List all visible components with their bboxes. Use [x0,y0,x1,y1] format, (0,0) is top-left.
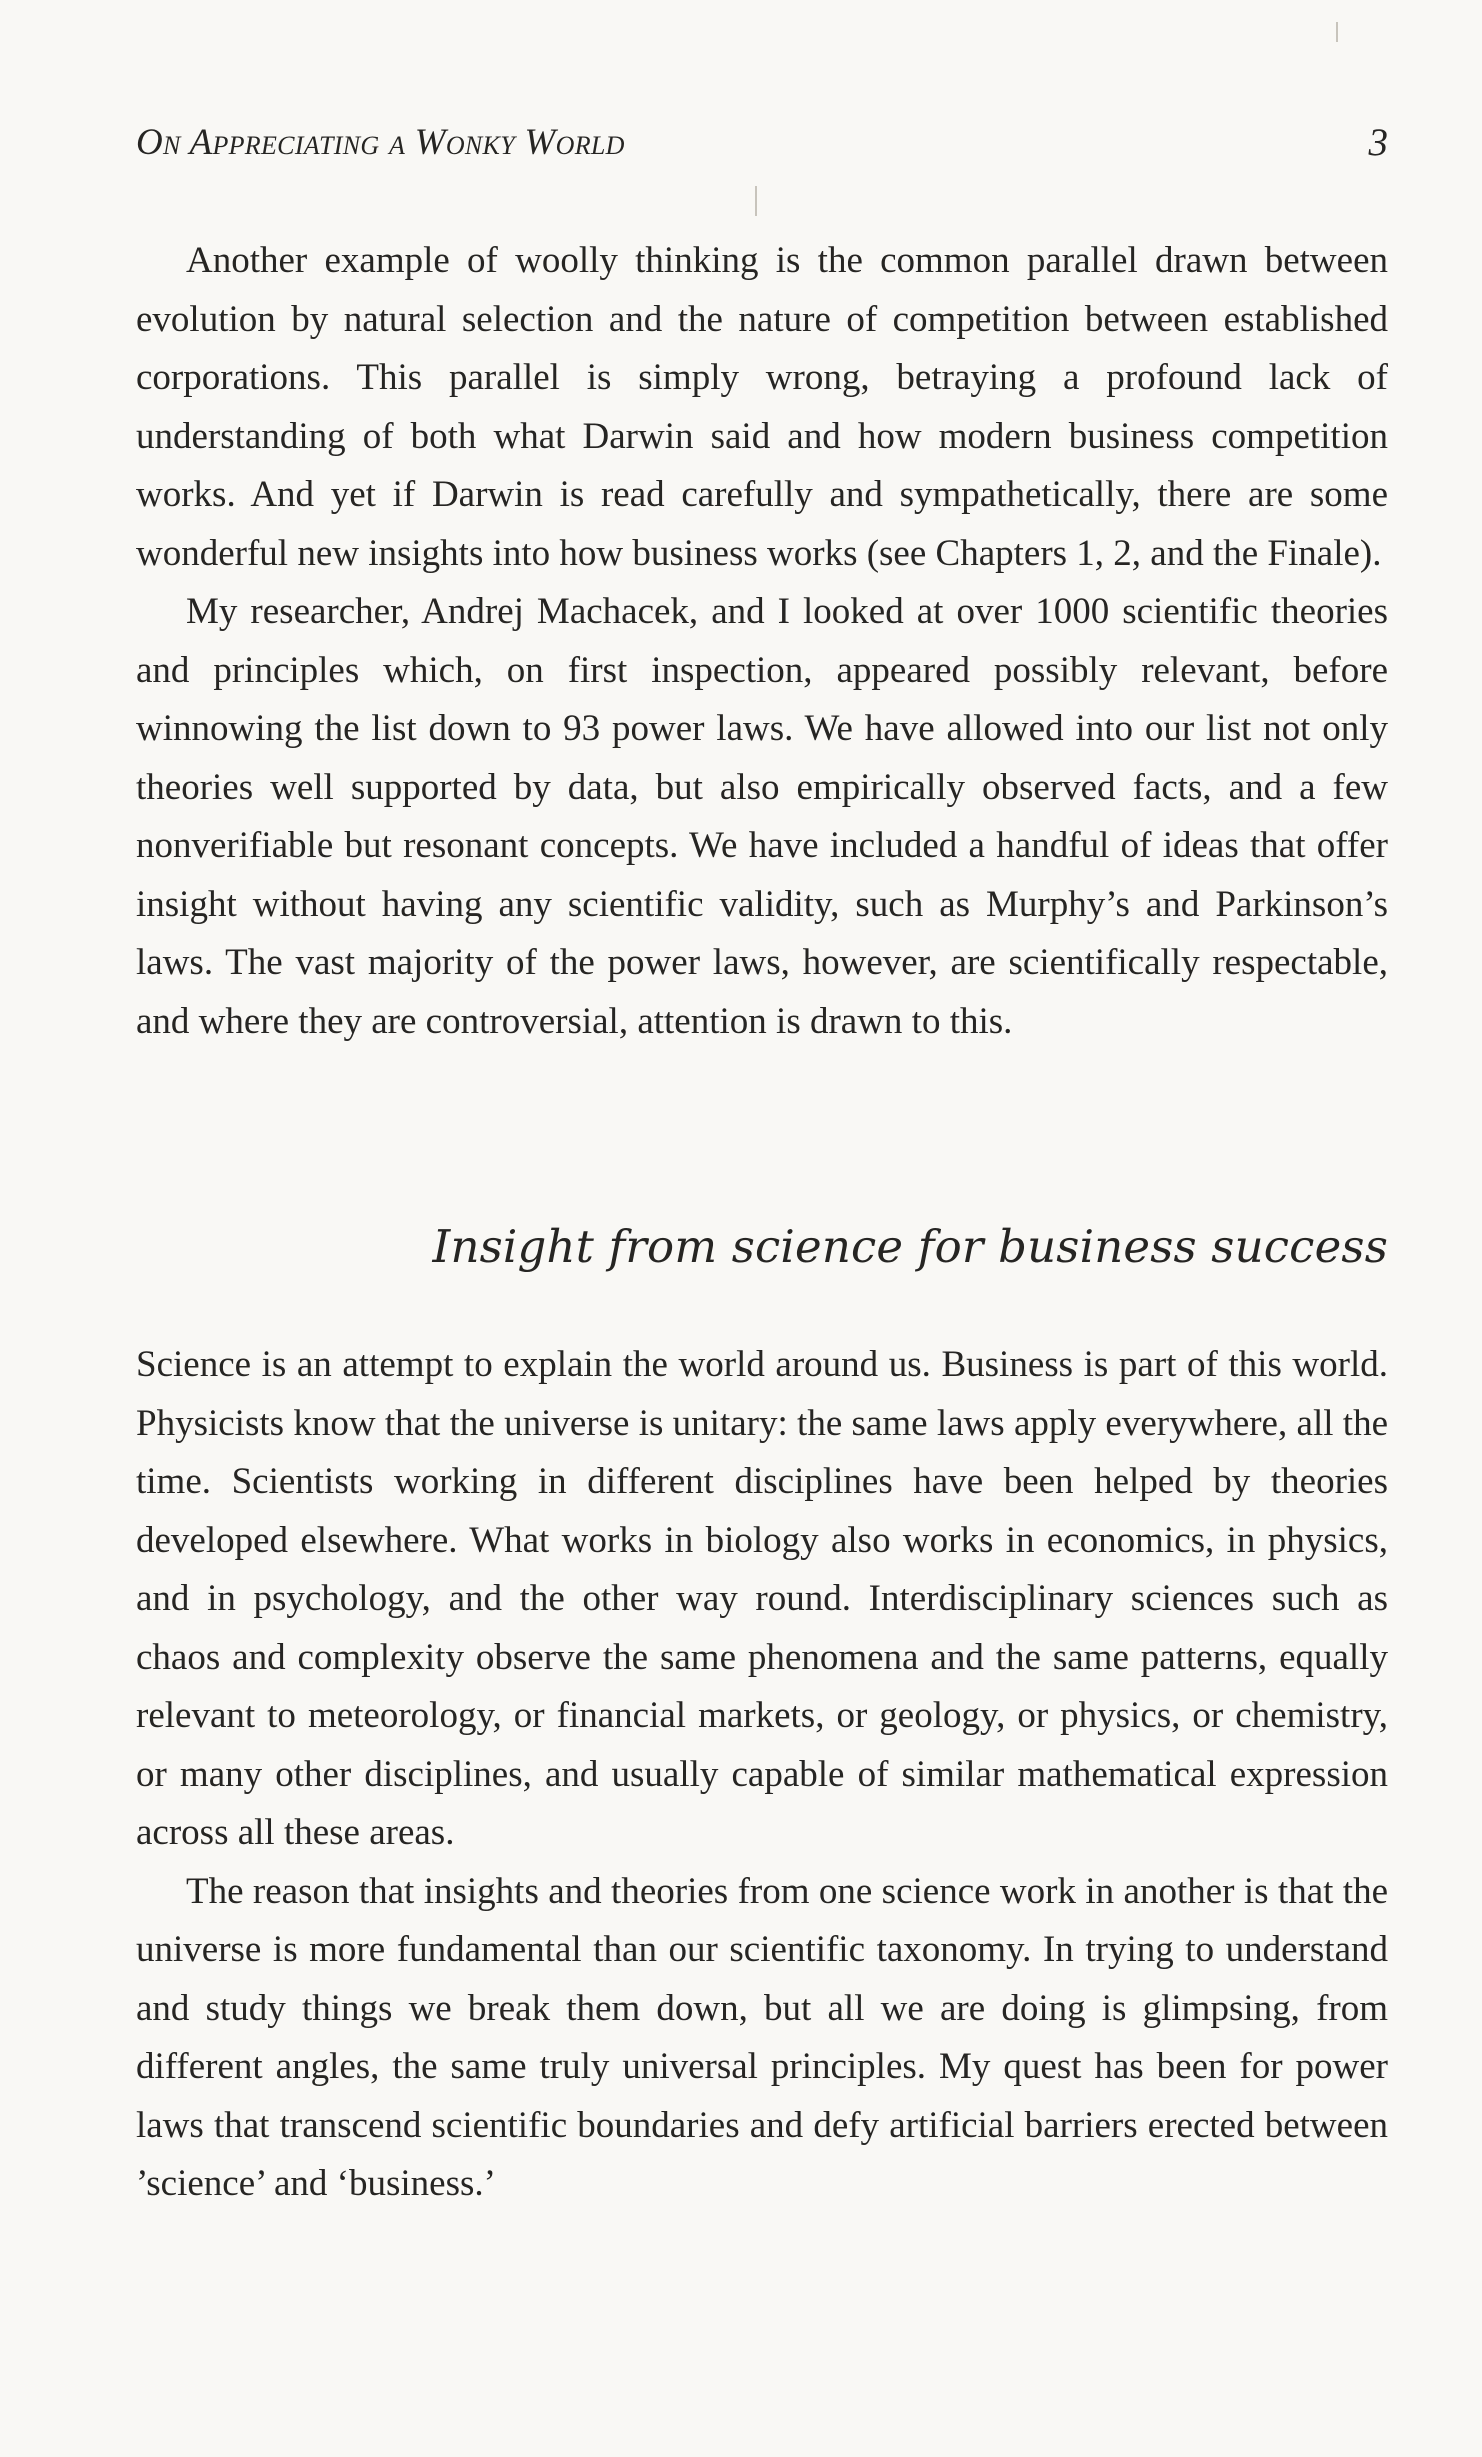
paragraph-universe-fundamental: The reason that insights and theories from one science work in another is that the universe is more fundamental than our scientific taxonomy. In trying to understand and study things we break them down, but all we are doing is glimpsing, from different angles, the same truly universal principles. My quest has been for power laws that transcend scientific boundaries and defy artificial barriers erected between ’science’ and ‘business.’ [136,1870,1388,2204]
section-heading: Insight from science for business success [432,1220,1388,1273]
body-text-before-heading [136,232,1388,1051]
scan-artifact-mark [1336,22,1338,42]
page-number: 3 [1368,121,1388,164]
running-title: On Appreciating a Wonky World [136,122,625,163]
body-text-after-heading [136,1336,1388,2214]
paragraph-researcher: My researcher, Andrej Machacek, and I looked at over 1000 scientific theories and principles which, on first inspection, appeared possibly relevant, before winnowing the list down to 93 power laws. We have allowed into our list not only theories well supported by data, but also empirically observed facts, and a few nonverifiable but resonant concepts. We have included a handful of ideas that offer insight without having any scientific validity, such as Murphy’s and Parkinson’s laws. The vast majority of the power laws, however, are scientifically respectable, and where they are controversial, attention is drawn to this. [136,591,1388,1042]
paragraph-science-explains: Science is an attempt to explain the world around us. Business is part of this world. Physicists know that the universe is unitary: the same laws apply everywhere, all the time. Scientists working in different disciplines have been helped by theories developed elsewhere. What works in biology also works in economics, in physics, and in psychology, and the other way round. Interdisciplinary sciences such as chaos and complexity observe the same phenomena and the same patterns, equally relevant to meteorology, or financial markets, or geology, or physics, or chemistry, or many other disciplines, and usually capable of similar mathematical expression across all these areas. [136,1344,1388,1853]
running-head [136,118,1388,168]
scan-artifact-mark [755,186,757,216]
paragraph-woolly-thinking: Another example of woolly thinking is the common parallel drawn between evolution by natural selection and the nature of competition between established corporations. This parallel is simply wrong, betraying a profound lack of understanding of both what Darwin said and how modern business competition works. And yet if Darwin is read carefully and sympathetically, there are some wonderful new insights into how business works (see Chapters 1, 2, and the Finale). [136,240,1388,574]
